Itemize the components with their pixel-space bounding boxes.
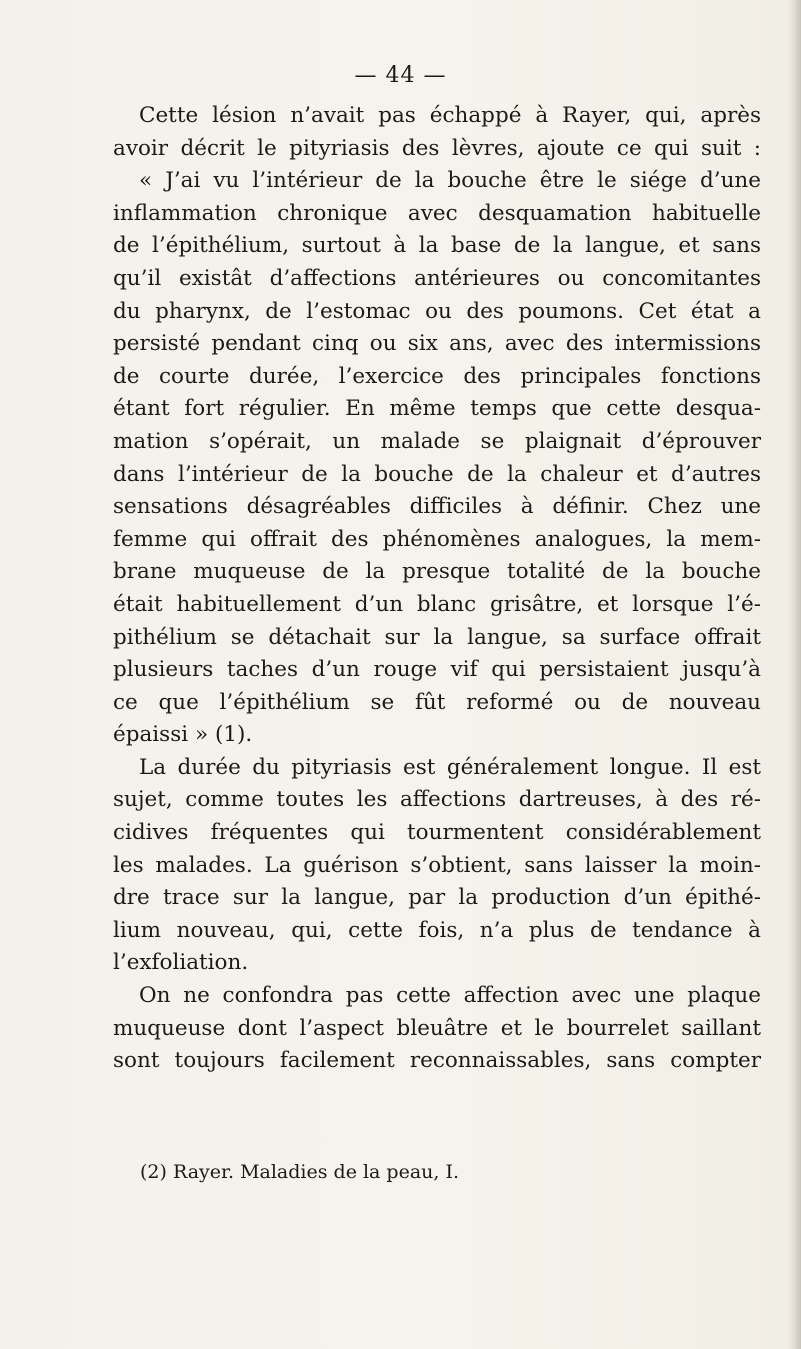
text-line: qu’il existât d’affections antérieures ou concomitantes xyxy=(113,265,761,291)
text-line: dans l’intérieur de la bouche de la chaleur et d’autres xyxy=(113,461,761,487)
text-line: brane muqueuse de la presque totalité de la bouche xyxy=(113,559,761,585)
text-line: Cette lésion n’avait pas échappé à Rayer, qui, après xyxy=(139,103,761,128)
text-line: sont toujours facilement reconnaissables, sans compter xyxy=(113,1048,761,1074)
text-line: plusieurs taches d’un rouge vif qui persistaient jusqu’à xyxy=(113,657,761,683)
text-line: La durée du pityriasis est généralement longue. Il est xyxy=(139,754,761,780)
footnote: (2) Rayer. Maladies de la peau, I. xyxy=(140,1161,460,1183)
text-line: dre trace sur la langue, par la production d’un épithé- xyxy=(113,885,761,911)
text-line: lium nouveau, qui, cette fois, n’a plus de tendance à xyxy=(113,917,761,943)
text-line: du pharynx, de l’estomac ou des poumons. Cet état a xyxy=(113,298,761,324)
text-line: de l’épithélium, surtout à la base de la langue, et sans xyxy=(113,233,761,259)
text-line: mation s’opérait, un malade se plaignait d’éprouver xyxy=(113,428,761,454)
text-line: muqueuse dont l’aspect bleuâtre et le bourrelet saillant xyxy=(113,1015,761,1041)
text-line: l’exfoliation. xyxy=(113,950,249,976)
page-edge-shadow xyxy=(787,0,801,1349)
text-line: inflammation chronique avec desquamation habituelle xyxy=(113,200,761,226)
text-line: « J’ai vu l’intérieur de la bouche être le siége d’une xyxy=(139,168,761,194)
page-number: — 44 — xyxy=(354,63,447,88)
text-line: persisté pendant cinq ou six ans, avec des intermissions xyxy=(113,331,761,357)
text-line: sensations désagréables difficiles à définir. Chez une xyxy=(113,494,761,520)
text-line: On ne confondra pas cette affection avec une plaque xyxy=(139,983,761,1009)
text-line: pithélium se détachait sur la langue, sa surface offrait xyxy=(113,624,761,650)
text-line: cidives fréquentes qui tourmentent considérablement xyxy=(113,820,761,846)
text-line: femme qui offrait des phénomènes analogues, la mem- xyxy=(113,526,761,552)
text-line: était habituellement d’un blanc grisâtre, et lorsque l’é- xyxy=(113,591,761,617)
text-line: ce que l’épithélium se fût reformé ou de nouveau xyxy=(113,689,761,715)
body-text xyxy=(113,100,761,1078)
text-line: de courte durée, l’exercice des principales fonctions xyxy=(113,363,761,389)
text-line: épaissi » (1). xyxy=(113,722,253,748)
text-line: avoir décrit le pityriasis des lèvres, ajoute ce qui suit : xyxy=(113,135,761,161)
text-line: étant fort régulier. En même temps que cette desqua- xyxy=(113,396,761,422)
text-line: les malades. La guérison s’obtient, sans laisser la moin- xyxy=(113,852,761,878)
text-line: sujet, comme toutes les affections dartreuses, à des ré- xyxy=(113,787,761,813)
